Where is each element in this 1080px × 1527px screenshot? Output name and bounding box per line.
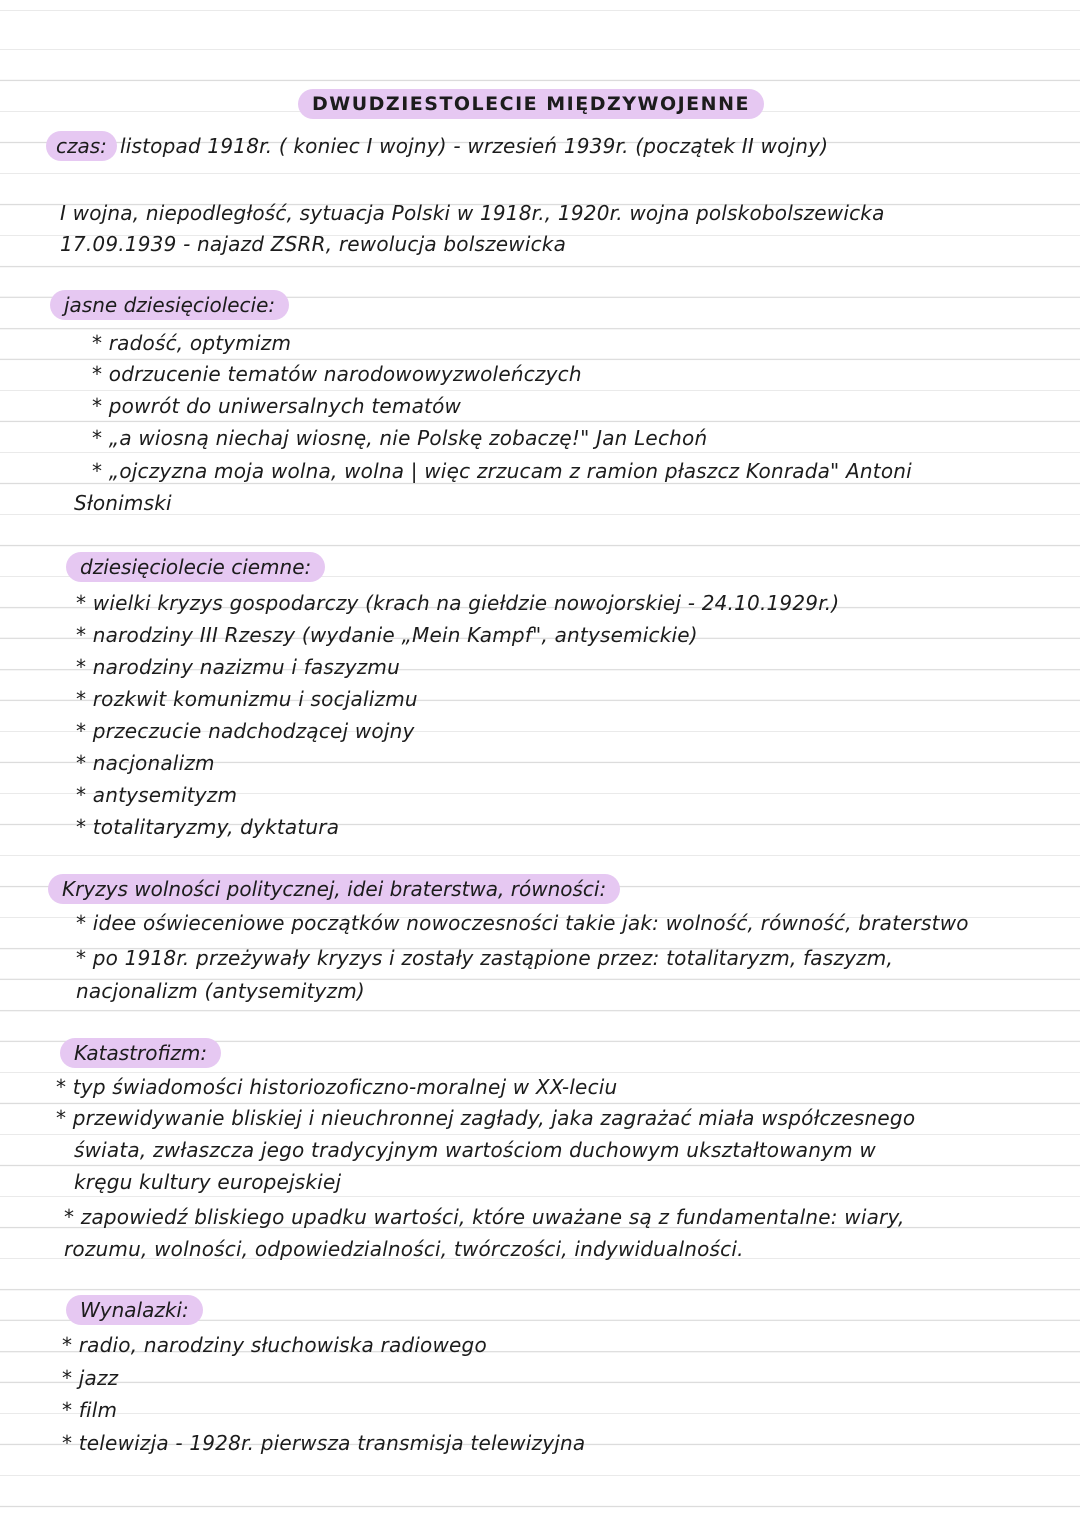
list-item: nacjonalizm (antysemityzm) [76, 979, 365, 1003]
intro-line: I wojna, niepodległość, sytuacja Polski w 1918r., 1920r. wojna polskobolszewicka [60, 201, 885, 225]
section-heading-jasne: jasne dziesięciolecie: [50, 290, 289, 320]
czas-text: listopad 1918r. ( koniec I wojny) - wrzesień 1939r. (początek II wojny) [120, 134, 829, 158]
section-heading-wynalazki: Wynalazki: [66, 1295, 203, 1325]
page-title: DWUDZIESTOLECIE MIĘDZYWOJENNE [298, 89, 764, 119]
list-item: * odrzucenie tematów narodowowyzwoleńczych [92, 362, 582, 386]
intro-line: 17.09.1939 - najazd ZSRR, rewolucja bolszewicka [60, 232, 567, 256]
list-item: * film [62, 1398, 118, 1422]
list-item: * idee oświeceniowe początków nowoczesności takie jak: wolność, równość, braterstwo [76, 911, 969, 935]
list-item: * powrót do uniwersalnych tematów [92, 394, 462, 418]
list-item: * telewizja - 1928r. pierwsza transmisja telewizyjna [62, 1431, 586, 1455]
section-heading-kryzys: Kryzys wolności politycznej, idei braterstwa, równości: [48, 874, 620, 904]
list-item: rozumu, wolności, odpowiedzialności, twórczości, indywidualności. [64, 1237, 744, 1261]
list-item: * przeczucie nadchodzącej wojny [76, 719, 415, 743]
list-item: świata, zwłaszcza jego tradycyjnym wartościom duchowym ukształtowanym w [74, 1138, 876, 1162]
list-item: * przewidywanie bliskiej i nieuchronnej zagłady, jaka zagrażać miała współczesnego [56, 1106, 916, 1130]
section-heading-ciemne: dziesięciolecie ciemne: [66, 552, 325, 582]
list-item: * typ świadomości historiozoficzno-moralnej w XX-leciu [56, 1075, 618, 1099]
list-item: * radość, optymizm [92, 331, 292, 355]
list-item: kręgu kultury europejskiej [74, 1170, 342, 1194]
list-item: Słonimski [74, 491, 172, 515]
list-item: * wielki kryzys gospodarczy (krach na giełdzie nowojorskiej - 24.10.1929r.) [76, 591, 840, 615]
list-item: * radio, narodziny słuchowiska radiowego [62, 1333, 487, 1357]
list-item: * rozkwit komunizmu i socjalizmu [76, 687, 418, 711]
list-item: * jazz [62, 1366, 119, 1390]
list-item: * nacjonalizm [76, 751, 215, 775]
list-item: * „ojczyzna moja wolna, wolna | więc zrzucam z ramion płaszcz Konrada" Antoni [92, 459, 912, 483]
czas-label: czas: [46, 131, 117, 161]
list-item: * zapowiedź bliskiego upadku wartości, które uważane są z fundamentalne: wiary, [64, 1205, 905, 1229]
list-item: * antysemityzm [76, 783, 238, 807]
list-item: * narodziny nazizmu i faszyzmu [76, 655, 400, 679]
list-item: * po 1918r. przeżywały kryzys i zostały zastąpione przez: totalitaryzm, faszyzm, [76, 946, 894, 970]
section-heading-katastrofizm: Katastrofizm: [60, 1038, 221, 1068]
list-item: * narodziny III Rzeszy (wydanie „Mein Kampf", antysemickie) [76, 623, 698, 647]
list-item: * „a wiosną niechaj wiosnę, nie Polskę zobaczę!" Jan Lechoń [92, 426, 708, 450]
list-item: * totalitaryzmy, dyktatura [76, 815, 340, 839]
